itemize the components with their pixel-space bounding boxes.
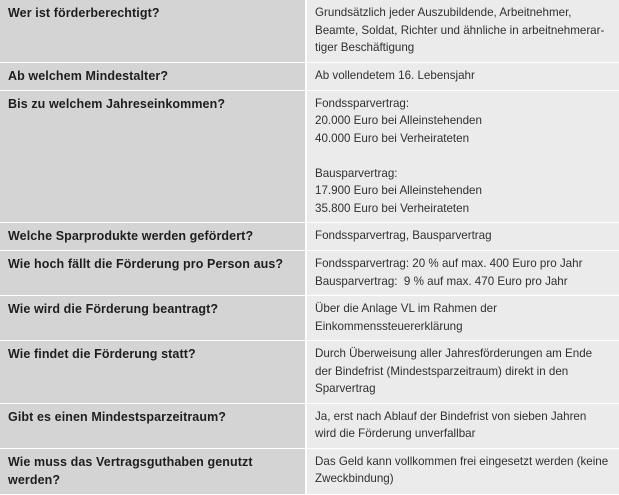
- table-row: [0, 62, 619, 90]
- question-cell: [0, 403, 306, 448]
- answer-line: wird die Förderung unverfallbar: [315, 427, 476, 440]
- answer-cell: [306, 296, 619, 341]
- question-cell: [0, 0, 306, 62]
- answer-line: 40.000 Euro bei Verheirateten: [315, 131, 470, 145]
- answer-line: Ab vollendetem 16. Lebensjahr: [315, 68, 475, 82]
- question-cell: [0, 251, 306, 296]
- table-row: [0, 403, 619, 448]
- question-text: Wie hoch fällt die Förderung pro Person aus?: [8, 257, 284, 271]
- question-text: Wie muss das Vertragsguthaben genutzt werden?: [8, 454, 253, 487]
- answer-cell: [306, 62, 619, 90]
- answer-cell: [306, 403, 619, 448]
- answer-spacer: [315, 147, 611, 165]
- answer-line: Fondssparvertrag: 20 % auf max. 400 Euro pro Jahr: [315, 257, 583, 270]
- answer-line: Ja, erst nach Ablauf der Bindefrist von sieben Jahren: [315, 409, 587, 423]
- answer-line: 20.000 Euro bei Alleinstehenden: [315, 114, 482, 127]
- answer-line: Sparvertrag: [315, 382, 376, 395]
- answer-cell: [306, 0, 619, 62]
- answer-line: Fondssparvertrag, Bausparvertrag: [315, 229, 492, 242]
- question-cell: [0, 223, 306, 251]
- question-cell: [0, 90, 306, 223]
- table-row: [0, 90, 619, 223]
- question-text: Gibt es einen Mindestsparzeitraum?: [8, 409, 227, 424]
- answer-cell: [306, 448, 619, 494]
- question-text: Wie findet die Förderung statt?: [8, 347, 196, 361]
- answer-cell: [306, 223, 619, 251]
- answer-cell: [306, 90, 619, 223]
- table-row: [0, 223, 619, 251]
- question-text: Wer ist förderberechtigt?: [8, 6, 160, 20]
- table-row: [0, 341, 619, 404]
- question-text: Wie wird die Förderung beantragt?: [8, 302, 219, 316]
- question-text: Welche Sparprodukte werden gefördert?: [8, 229, 254, 243]
- answer-line: 35.800 Euro bei Verheirateten: [315, 201, 470, 215]
- answer-line: Bausparvertrag: 9 % auf max. 470 Euro pro Jahr: [315, 274, 568, 288]
- answer-line: Bausparvertrag:: [315, 166, 398, 180]
- answer-line: Durch Überweisung aller Jahresförderungen am Ende: [315, 347, 593, 360]
- table-row: [0, 296, 619, 341]
- question-cell: [0, 341, 306, 404]
- table-row: [0, 251, 619, 296]
- answer-line: Fondssparvertrag:: [315, 96, 410, 110]
- answer-line: Über die Anlage VL im Rahmen der: [315, 302, 497, 315]
- answer-line: 17.900 Euro bei Alleinstehenden: [315, 184, 482, 197]
- answer-cell: [306, 341, 619, 404]
- table-row: [0, 0, 619, 62]
- answer-line: Grundsätzlich jeder Auszubildende, Arbeitnehmer,: [315, 6, 572, 19]
- answer-line: Das Geld kann vollkommen frei eingesetzt werden (keine: [315, 454, 609, 468]
- answer-line: Zweckbindung): [315, 472, 394, 485]
- answer-line: der Bindefrist (Mindestsparzeitraum) direkt in den: [315, 364, 569, 378]
- table-row: [0, 448, 619, 494]
- question-text: Ab welchem Mindestalter?: [8, 68, 169, 83]
- answer-line: Beamte, Soldat, Richter und ähnliche in arbeitnehmerar-: [315, 23, 605, 37]
- question-cell: [0, 296, 306, 341]
- question-cell: [0, 448, 306, 494]
- answer-line: Einkommenssteuererklärung: [315, 319, 463, 333]
- question-text: Bis zu welchem Jahreseinkommen?: [8, 96, 226, 111]
- answer-line: tiger Beschäftigung: [315, 41, 415, 54]
- question-cell: [0, 62, 306, 90]
- answer-cell: [306, 251, 619, 296]
